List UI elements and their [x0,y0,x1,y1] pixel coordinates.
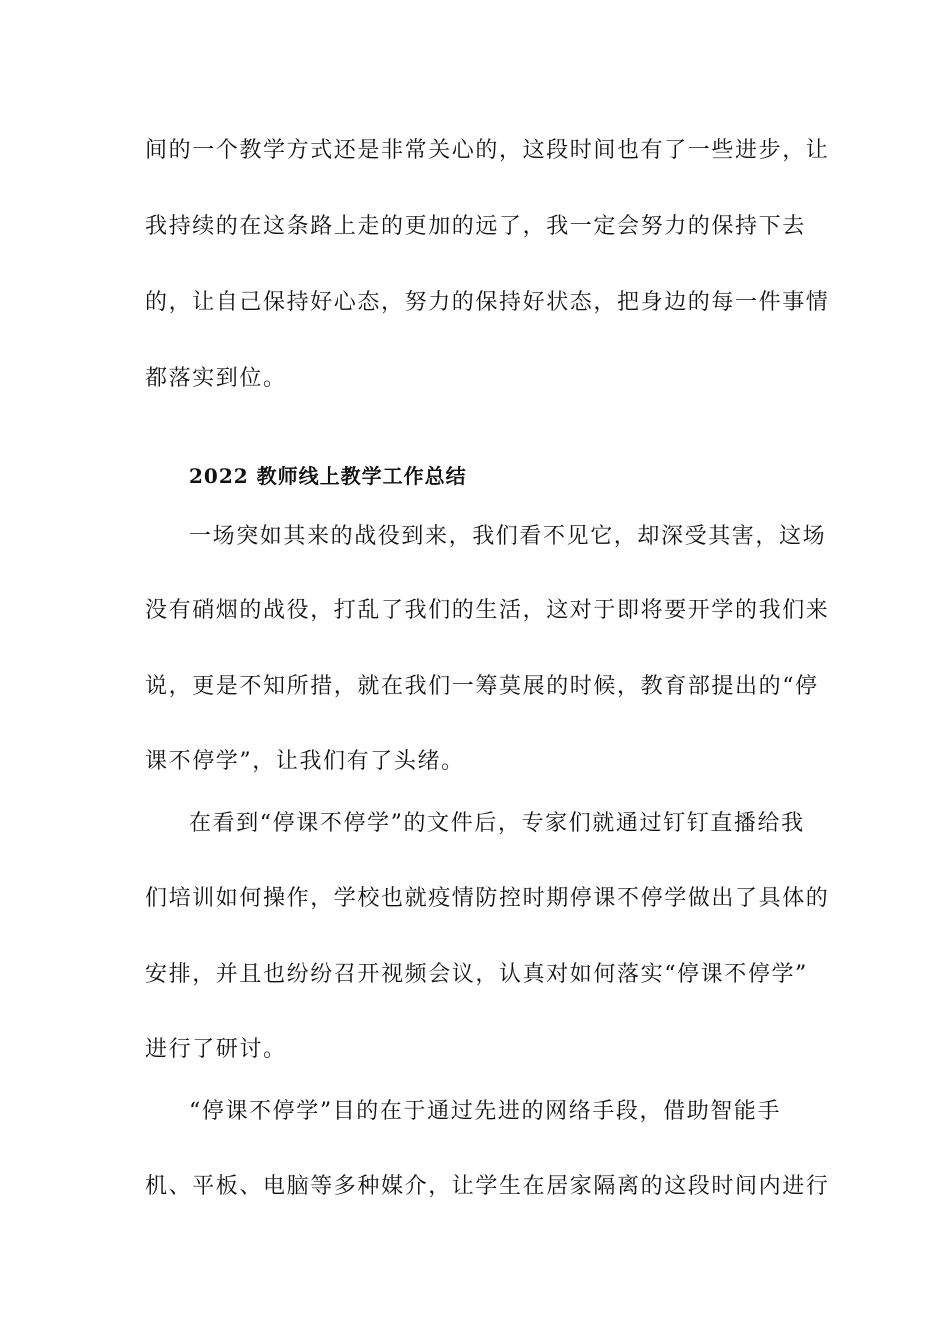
paragraph-first-line: 一场突如其来的战役到来，我们看不见它，却深受其害，这场 [189,524,827,549]
paragraph-first-line: 在看到“停课不停学”的文件后，专家们就通过钉钉直播给我 [189,811,805,836]
paragraph-first-line: “停课不停学”目的在于通过先进的网络手段，借助智能手 [189,1099,782,1124]
text-line: 的，让自己保持好心态，努力的保持好状态，把身边的每一件事情 [145,290,830,315]
text-line: 都落实到位。 [145,366,287,391]
text-line: 间的一个教学方式还是非常关心的，这段时间也有了一些进步，让 [145,138,830,163]
text-line: 课不停学”，让我们有了头绪。 [145,749,465,774]
section-heading: 2022 教师线上教学工作总结 [189,464,467,488]
text-line: 安排，并且也纷纷召开视频会议，认真对如何落实“停课不停学” [145,962,808,987]
text-line: 进行了研讨。 [145,1037,287,1062]
text-line: 机、平板、电脑等多种媒介，让学生在居家隔离的这段时间内进行 [145,1174,830,1199]
text-line: 们培训如何操作，学校也就疫情防控时期停课不停学做出了具体的 [145,886,830,911]
text-line: 没有硝烟的战役，打乱了我们的生活，这对于即将要开学的我们来 [145,598,830,623]
text-line: 说，更是不知所措，就在我们一筹莫展的时候，教育部提出的“停 [145,674,819,699]
text-line: 我持续的在这条路上走的更加的远了，我一定会努力的保持下去 [145,214,806,239]
